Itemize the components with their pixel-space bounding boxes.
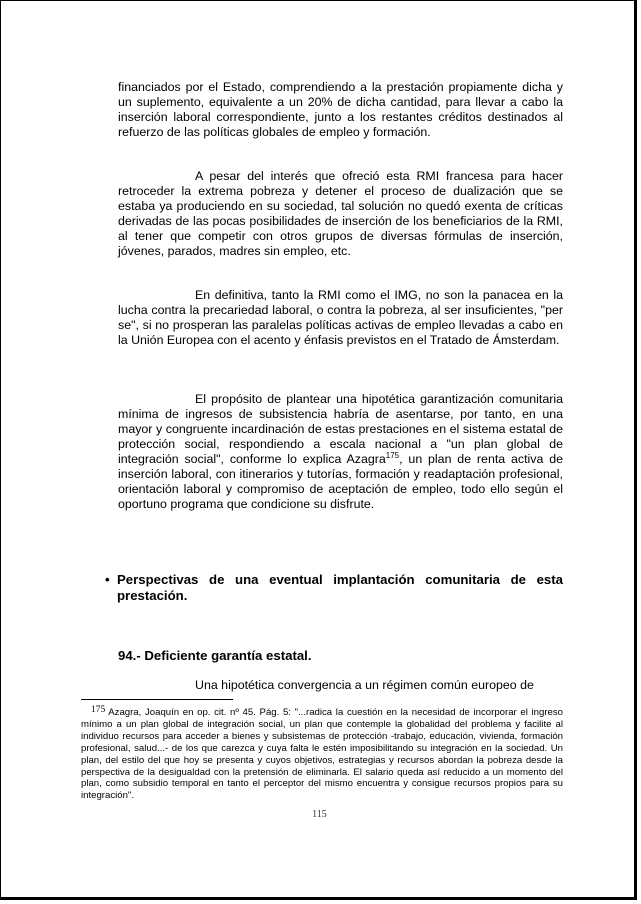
bullet-item xyxy=(105,572,563,604)
footnote-divider xyxy=(81,699,233,700)
paragraph-3: En definitiva, tanto la RMI como el IMG, no son la panacea en la lucha contra la precariedad laboral, o contra la pobreza, al ser insuficientes, "per se", si no prosperan las paralelas políticas activas de empleo llevadas a cabo en la Unión Europea con el acento y énfasis previstos en el Tratado de Ámsterdam. xyxy=(118,288,563,347)
paragraph-5: Una hipotética convergencia a un régimen común europeo de xyxy=(195,678,534,692)
bullet-heading: Perspectivas de una eventual implantación comunitaria de esta prestación. xyxy=(117,572,563,603)
paragraph-4-text-b: , un plan de renta activa de inserción laboral, con itinerarios y tutorías, formación y readaptación profesional, orientación laboral y compromiso de aceptación de empleo, todo ello según el oportuno programa que condicione su disfrute. xyxy=(118,452,563,511)
bullet-icon: • xyxy=(105,572,110,587)
footnote-number: 175 xyxy=(91,705,106,715)
paragraph-4-text-a: El propósito de plantear una hipotética garantización comunitaria mínima de ingresos de subsistencia habría de asentarse, por tanto, en una mayor y congruente incardinación de estas prestaciones en el sistema estatal de protección social, respondiendo a escala nacional a "un plan global de integración social", conforme lo explica Azagra xyxy=(118,392,563,466)
paragraph-4 xyxy=(118,392,563,512)
footnote-reference[interactable]: 175 xyxy=(385,450,400,460)
paragraph-1: financiados por el Estado, comprendiendo a la prestación propiamente dicha y un suplemento, equivalente a un 20% de dicha cantidad, para llevar a cabo la inserción laboral correspondiente, junto a los restantes créditos destinados al refuerzo de las políticas globales de empleo y formación. xyxy=(118,80,563,139)
footnote-text: Azagra, Joaquín en op. cit. nº 45. Pág. 5: "...radica la cuestión en la necesidad de incorporar el ingreso mínimo a un plan global de integración social, un plan que contemple la globalidad del problema y facilite al individuo recursos para acceder a bienes y subsistemas de protección -trabajo, educación, vivienda, formación profesional, salud...- de los que carezca y cuya falta le estén imposibilitando su integración en la sociedad. Un plan, del estilo del que hoy se presenta y cuyos objetivos, estrategias y recursos abordan la pobreza desde la perspectiva de la desigualdad con la pretensión de eliminarla. El salario queda así reducido a un momento del plan, como subsidio temporal en tanto el perceptor del mismo encuentra y consigue recursos propios para su integración". xyxy=(81,707,563,802)
section-heading: 94.- Deficiente garantía estatal. xyxy=(118,648,312,663)
paragraph-2: A pesar del interés que ofreció esta RMI francesa para hacer retroceder la extrema pobreza y detener el proceso de dualización que se estaba ya produciendo en su sociedad, tal solución no quedó exenta de críticas derivadas de las pocas posibilidades de inserción de los beneficiarios de la RMI, al tener que competir con otros grupos de diversas fórmulas de inserción, jóvenes, parados, madres sin empleo, etc. xyxy=(118,169,563,258)
page-number: 115 xyxy=(312,809,327,820)
footnote xyxy=(81,705,563,802)
